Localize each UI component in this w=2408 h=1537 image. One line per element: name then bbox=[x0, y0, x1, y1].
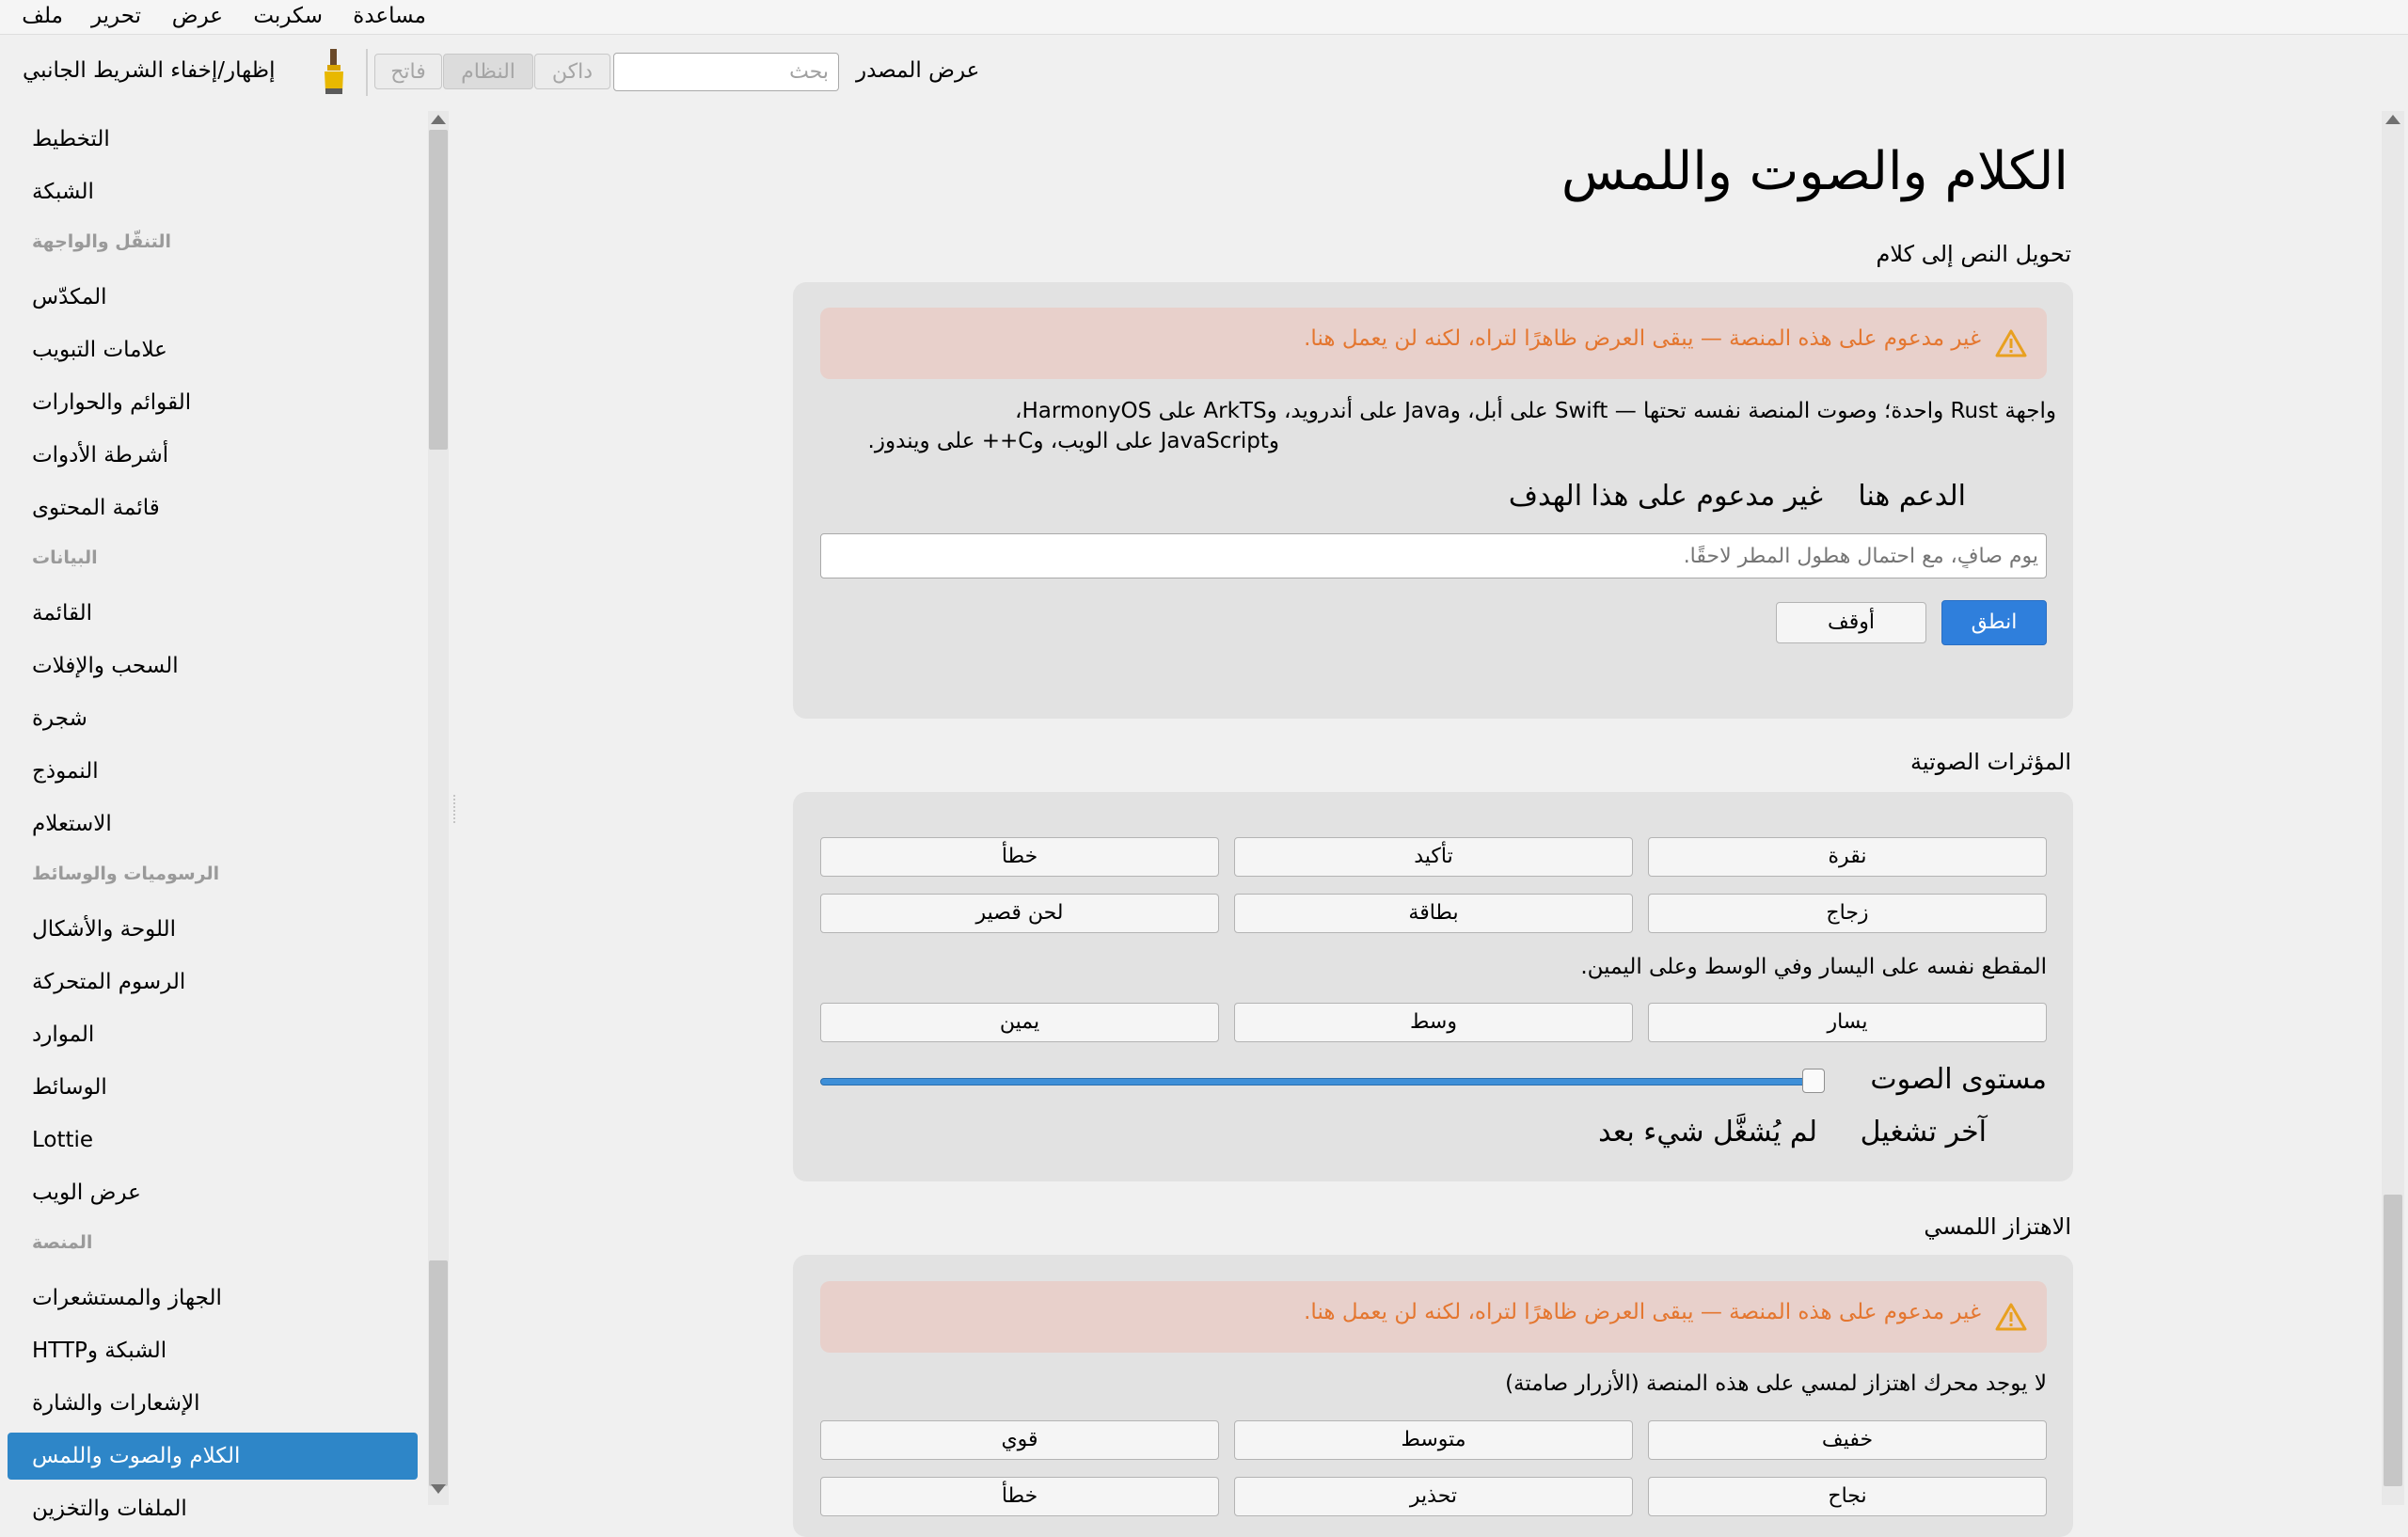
tts-support-value: غير مدعوم على هذا الهدف bbox=[1508, 480, 1823, 513]
toolbar bbox=[0, 35, 2408, 110]
sidebar-item[interactable]: اللوحة والأشكال bbox=[32, 917, 177, 942]
sidebar-section-header: البيانات bbox=[32, 547, 98, 568]
menu-bar bbox=[0, 0, 2408, 35]
tts-warning-text: غير مدعوم على هذه المنصة — يبقى العرض ظاهرًا لتراه، لكنه لن يعمل هنا. bbox=[1304, 326, 1981, 351]
haptic-medium-button[interactable]: متوسط bbox=[1234, 1420, 1633, 1460]
sfx-confirm-button[interactable]: تأكيد bbox=[1234, 837, 1633, 877]
warning-triangle-icon bbox=[1994, 326, 2028, 360]
haptics-warning-banner bbox=[820, 1281, 2047, 1353]
sidebar-item[interactable]: شجرة bbox=[32, 706, 87, 731]
page-title: الكلام والصوت واللمس bbox=[1560, 141, 2068, 202]
pan-right-button[interactable]: يمين bbox=[820, 1003, 1219, 1042]
haptic-success-button[interactable]: نجاح bbox=[1648, 1477, 2047, 1516]
tts-warning-banner bbox=[820, 308, 2047, 379]
pan-center-button[interactable]: وسط bbox=[1234, 1003, 1633, 1042]
menu-file[interactable]: ملف bbox=[22, 4, 63, 28]
volume-slider-handle[interactable] bbox=[1802, 1069, 1825, 1093]
sidebar-item[interactable]: القوائم والحوارات bbox=[32, 390, 192, 415]
sfx-card-button[interactable]: بطاقة bbox=[1234, 894, 1633, 933]
menu-script[interactable]: سكربت bbox=[253, 4, 323, 28]
theme-dark-button[interactable]: داكن bbox=[534, 54, 610, 89]
scroll-up-arrow-icon[interactable] bbox=[431, 115, 446, 124]
main-scroll-thumb[interactable] bbox=[2384, 1195, 2402, 1486]
menu-view[interactable]: عرض bbox=[171, 4, 223, 28]
sidebar-section-header: الرسوميات والوسائط bbox=[32, 864, 220, 884]
sfx-error-button[interactable]: خطأ bbox=[820, 837, 1219, 877]
paintbrush-icon[interactable] bbox=[320, 47, 348, 96]
volume-slider[interactable] bbox=[820, 1069, 1825, 1095]
sidebar-scroll-thumb[interactable] bbox=[429, 130, 448, 450]
sidebar-item[interactable]: النموذج bbox=[32, 759, 99, 784]
sidebar-item[interactable]: الرسوم المتحركة bbox=[32, 970, 186, 994]
theme-light-button[interactable]: فاتح bbox=[374, 54, 442, 89]
haptics-section-label: الاهتزاز اللمسي bbox=[1924, 1213, 2071, 1240]
tts-text-input[interactable] bbox=[820, 533, 2047, 578]
volume-label: مستوى الصوت bbox=[1870, 1063, 2047, 1096]
warning-triangle-icon bbox=[1994, 1300, 2028, 1334]
sidebar-item[interactable]: Lottie bbox=[32, 1128, 94, 1152]
sidebar-section-header: المنصة bbox=[32, 1232, 93, 1253]
theme-system-button[interactable]: النظام bbox=[443, 54, 533, 89]
search-input[interactable] bbox=[613, 53, 839, 91]
sidebar-item[interactable]: الاستعلام bbox=[32, 812, 112, 836]
sidebar-item[interactable]: السحب والإفلات bbox=[32, 654, 179, 678]
scroll-down-arrow-icon[interactable] bbox=[431, 1484, 446, 1494]
toolbar-separator bbox=[366, 49, 368, 96]
sfx-click-button[interactable]: نقرة bbox=[1648, 837, 2047, 877]
menu-edit[interactable]: تحرير bbox=[90, 4, 141, 28]
toggle-sidebar-label[interactable]: إظهار/إخفاء الشريط الجانبي bbox=[23, 58, 276, 83]
sfx-jingle-button[interactable]: لحن قصير bbox=[820, 894, 1219, 933]
sidebar-item[interactable]: المكدّس bbox=[32, 285, 107, 309]
sidebar-scroll-thumb-lower[interactable] bbox=[429, 1260, 448, 1486]
sidebar-item[interactable]: الملفات والتخزين bbox=[32, 1497, 187, 1521]
sidebar-item[interactable]: الشبكة bbox=[32, 180, 94, 204]
menu-help[interactable]: مساعدة bbox=[353, 4, 426, 28]
speak-button[interactable]: انطق bbox=[1941, 600, 2047, 645]
sidebar-item[interactable]: القائمة bbox=[32, 601, 93, 626]
volume-slider-fill bbox=[820, 1078, 1814, 1085]
sidebar-item[interactable]: الإشعارات والشارة bbox=[32, 1391, 200, 1416]
sidebar-item[interactable]: علامات التبويب bbox=[32, 338, 167, 362]
haptic-warning-button[interactable]: تحذير bbox=[1234, 1477, 1633, 1516]
haptics-description: لا يوجد محرك اهتزاز لمسي على هذه المنصة (الأزرار صامتة) bbox=[1505, 1371, 2047, 1396]
sidebar-item[interactable]: الجهاز والمستشعرات bbox=[32, 1286, 222, 1310]
stop-button[interactable]: أوقف bbox=[1776, 602, 1926, 643]
sfx-section-label: المؤثرات الصوتية bbox=[1909, 749, 2071, 775]
sidebar-item-active[interactable]: الكلام والصوت واللمس bbox=[8, 1433, 418, 1480]
view-source-link[interactable]: عرض المصدر bbox=[856, 58, 980, 83]
sidebar-section-header: التنقّل والواجهة bbox=[32, 231, 172, 252]
sfx-pan-description: المقطع نفسه على اليسار وفي الوسط وعلى اليمين. bbox=[1580, 955, 2047, 979]
sidebar-item[interactable]: الوسائط bbox=[32, 1075, 107, 1100]
tts-support-label: الدعم هنا bbox=[1858, 480, 1966, 513]
tts-section-label: تحويل النص إلى كلام bbox=[1876, 241, 2071, 267]
main-scroll-up-arrow-icon[interactable] bbox=[2385, 115, 2400, 124]
sidebar-item[interactable]: الموارد bbox=[32, 1022, 95, 1047]
pan-left-button[interactable]: يسار bbox=[1648, 1003, 2047, 1042]
tts-description-line1: واجهة Rust واحدة؛ وصوت المنصة نفسه تحتها — Swift على أبل، وJava على أندرويد، وArkTS على HarmonyOS، bbox=[1015, 399, 2056, 423]
last-played-value: لم يُشغَّل شيء بعد bbox=[1598, 1116, 1817, 1149]
sidebar-item[interactable]: عرض الويب bbox=[32, 1180, 141, 1205]
sidebar-item[interactable]: التخطيط bbox=[32, 127, 110, 151]
sidebar-item[interactable]: الشبكة وHTTP bbox=[32, 1339, 167, 1363]
haptic-heavy-button[interactable]: قوي bbox=[820, 1420, 1219, 1460]
haptic-error-button[interactable]: خطأ bbox=[820, 1477, 1219, 1516]
sidebar-item[interactable]: قائمة المحتوى bbox=[32, 496, 160, 520]
haptic-light-button[interactable]: خفيف bbox=[1648, 1420, 2047, 1460]
last-played-label: آخر تشغيل bbox=[1860, 1116, 1987, 1149]
sidebar-item[interactable]: أشرطة الأدوات bbox=[32, 443, 169, 467]
tts-description-line2: وJavaScript على الويب، وC++ على ويندوز. bbox=[867, 429, 1279, 453]
haptics-warning-text: غير مدعوم على هذه المنصة — يبقى العرض ظاهرًا لتراه، لكنه لن يعمل هنا. bbox=[1304, 1300, 1981, 1324]
sfx-glass-button[interactable]: زجاج bbox=[1648, 894, 2047, 933]
splitter-handle[interactable] bbox=[453, 795, 458, 823]
